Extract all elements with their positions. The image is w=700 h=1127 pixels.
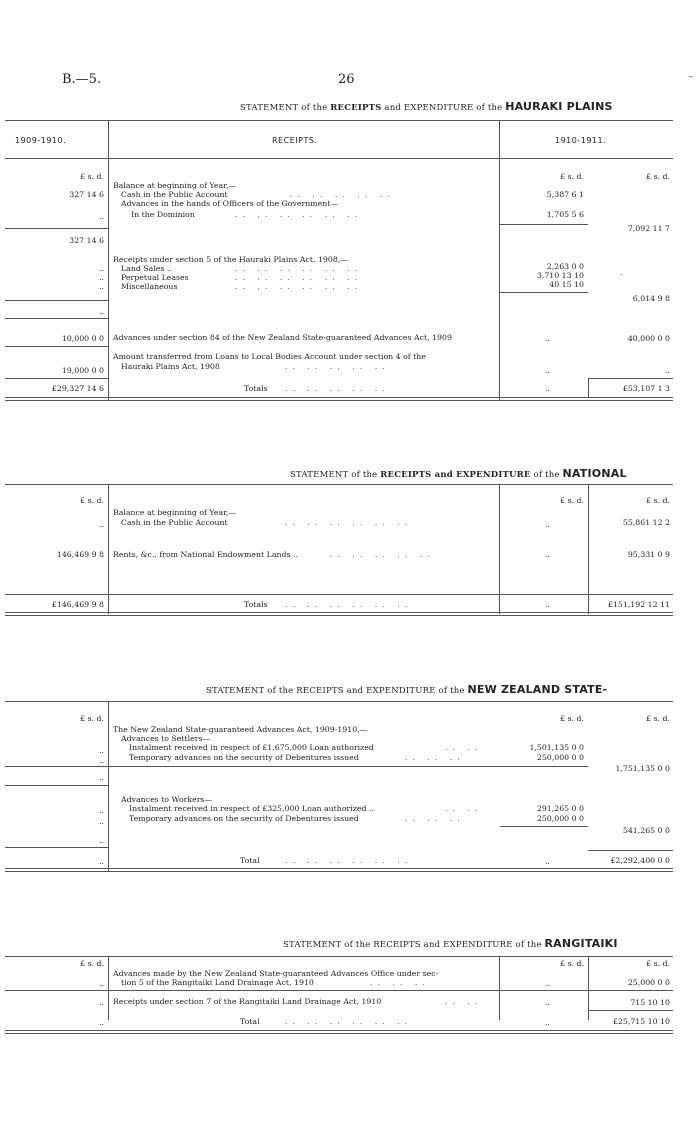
title-receipts-expenditure: RECEIPTS and EXPENDITURE xyxy=(296,686,436,696)
rule xyxy=(5,484,673,485)
cell-value: 55,861 12 2 xyxy=(622,518,670,527)
cell-value: 40 15 10 xyxy=(549,280,584,289)
total-value: £2,292,400 0 0 xyxy=(610,856,670,865)
stray-dot: · xyxy=(620,270,623,279)
rule xyxy=(5,612,673,613)
total-label: Total xyxy=(240,856,260,865)
row-heading: Balance at beginning of Year,— xyxy=(113,181,237,190)
leader-dots: .. .. .. .. .. xyxy=(285,362,390,371)
cell-value: 40,000 0 0 xyxy=(627,334,670,343)
statement-title-hauraki xyxy=(240,100,613,113)
total-rule xyxy=(588,850,673,851)
total-value: .. xyxy=(545,384,550,393)
total-rule xyxy=(5,594,673,595)
cell-value: .. xyxy=(665,366,670,375)
leader-dots: .. .. .. .. .. .. xyxy=(285,600,413,609)
leader-dots: .. .. xyxy=(445,743,483,752)
column-divider xyxy=(499,120,500,400)
title-of: of the xyxy=(515,940,542,950)
cell-value: 19,000 0 0 xyxy=(61,366,104,375)
column-header-1910: 1910-1911. xyxy=(555,136,607,145)
leader-dots: .. .. .. .. .. xyxy=(290,190,395,199)
leader-dots: .. .. .. .. .. xyxy=(330,550,435,559)
title-bold-rangitaiki: RANGITAIKI xyxy=(544,937,618,950)
title-expenditure: EXPENDITURE xyxy=(403,103,474,113)
units-label: £ s. d. xyxy=(80,959,104,968)
row-label: Temporary advances on the security of Debentures issued xyxy=(129,814,359,823)
total-label: Total xyxy=(240,1017,260,1026)
rule xyxy=(5,868,673,869)
cell-value: .. xyxy=(99,307,104,316)
statement-title-rangitaiki xyxy=(283,937,618,950)
leader-dots: .. .. xyxy=(445,997,483,1006)
total-value: £53,107 1 3 xyxy=(622,384,670,393)
row-label: tion 5 of the Rangitaiki Land Drainage Act, 1910 xyxy=(121,978,314,987)
row-label: Rents, &c., from National Endowment Lands .. xyxy=(113,550,298,559)
total-value: £29,327 14 6 xyxy=(51,384,104,393)
cell-value: .. xyxy=(545,550,550,559)
cell-value: 6,014 9 8 xyxy=(632,294,670,303)
row-subheading: Advances to Settlers— xyxy=(121,734,211,743)
title-of: of the xyxy=(533,470,560,480)
rule xyxy=(5,400,673,401)
title-of: of the xyxy=(476,103,503,113)
total-value: .. xyxy=(545,857,550,866)
cell-value: .. xyxy=(99,998,104,1007)
row-label: Land Sales .. xyxy=(121,264,172,273)
cell-value: 250,000 0 0 xyxy=(536,814,584,823)
cell-value: .. xyxy=(99,282,104,291)
leader-dots: .. .. .. .. .. .. xyxy=(235,273,363,282)
units-label: £ s. d. xyxy=(560,496,584,505)
cell-value: 1,501,135 0 0 xyxy=(529,743,584,752)
subtotal-rule xyxy=(5,847,108,848)
title-and: and xyxy=(384,103,402,113)
row-label: In the Dominion xyxy=(131,210,195,219)
leader-dots: .. .. .. xyxy=(370,978,430,987)
rule xyxy=(5,956,673,957)
column-header-receipts: RECEIPTS. xyxy=(272,136,318,145)
cell-value: 10,000 0 0 xyxy=(61,334,104,343)
leader-dots: .. .. .. .. .. .. xyxy=(235,210,363,219)
subtotal-rule xyxy=(5,785,108,786)
cell-value: 715 10 10 xyxy=(630,998,670,1007)
leader-dots: .. .. .. .. .. .. xyxy=(285,856,413,865)
rule xyxy=(5,397,673,398)
row-label: Amount transferred from Loans to Local Bodies Account under section 4 of the xyxy=(113,352,426,361)
total-rule xyxy=(588,1010,673,1011)
cell-value: .. xyxy=(99,836,104,845)
rule xyxy=(5,1030,673,1031)
subtotal-rule xyxy=(5,300,108,301)
title-prefix: STATEMENT of the xyxy=(290,470,378,480)
cell-value: 2,263 0 0 xyxy=(546,262,584,271)
cell-value: .. xyxy=(99,273,104,282)
units-label: £ s. d. xyxy=(560,959,584,968)
cell-value: 95,331 0 9 xyxy=(627,550,670,559)
title-receipts: RECEIPTS xyxy=(330,103,382,113)
title-of: of the xyxy=(438,686,465,696)
row-label: Advances made by the New Zealand State-guaranteed Advances Office under sec- xyxy=(113,969,439,978)
total-label: Totals xyxy=(244,600,268,609)
total-rule xyxy=(5,378,108,379)
title-bold-national: NATIONAL xyxy=(562,467,627,480)
page-edge-mark: – xyxy=(688,70,694,83)
leader-dots: .. .. .. xyxy=(405,814,465,823)
cell-value: 146,469 9 8 xyxy=(56,550,104,559)
cell-value: 3,710 13 10 xyxy=(536,271,584,280)
column-divider xyxy=(108,701,109,871)
leader-dots: .. .. .. .. .. .. xyxy=(235,282,363,291)
page-reference: B.—5. xyxy=(62,72,102,87)
column-divider xyxy=(588,378,589,398)
leader-dots: .. .. .. .. .. xyxy=(285,384,390,393)
row-heading: Receipts under section 5 of the Hauraki Plains Act, 1908,— xyxy=(113,255,349,264)
cell-value: 541,265 0 0 xyxy=(622,826,670,835)
leader-dots: .. .. .. .. .. .. xyxy=(285,518,413,527)
statement-title-national xyxy=(290,467,627,480)
total-label: Totals xyxy=(244,384,268,393)
units-label: £ s. d. xyxy=(80,172,104,181)
total-value: .. xyxy=(545,600,550,609)
units-label: £ s. d. xyxy=(560,172,584,181)
units-label: £ s. d. xyxy=(646,959,670,968)
units-label: £ s. d. xyxy=(646,496,670,505)
row-label: Temporary advances on the security of Debentures issued xyxy=(129,753,359,762)
total-value: .. xyxy=(99,1018,104,1027)
rule xyxy=(5,701,673,702)
row-heading: Balance at beginning of Year,— xyxy=(113,508,237,517)
cell-value: .. xyxy=(99,773,104,782)
subtotal-rule xyxy=(500,826,588,827)
cell-value: .. xyxy=(545,979,550,988)
row-label: Hauraki Plains Act, 1908 xyxy=(121,362,220,371)
cell-value: .. xyxy=(99,746,104,755)
cell-value: 327 14 6 xyxy=(69,236,104,245)
cell-value: 25,000 0 0 xyxy=(627,978,670,987)
rule xyxy=(5,158,673,159)
column-header-1909: 1909-1910. xyxy=(15,136,67,145)
title-bold-hauraki-plains: HAURAKI PLAINS xyxy=(505,100,613,113)
cell-value: .. xyxy=(99,817,104,826)
subtotal-rule xyxy=(500,292,588,293)
rule xyxy=(5,990,673,991)
row-label: Miscellaneous xyxy=(121,282,178,291)
subtotal-rule xyxy=(5,346,108,347)
subtotal-rule xyxy=(5,318,108,319)
units-label: £ s. d. xyxy=(80,496,104,505)
total-value: £146,469 9 8 xyxy=(51,600,104,609)
title-receipts-expenditure: RECEIPTS and EXPENDITURE xyxy=(373,940,513,950)
cell-value: .. xyxy=(545,998,550,1007)
subtotal-rule xyxy=(5,228,108,229)
row-label: Perpetual Leases xyxy=(121,273,189,282)
cell-value: .. xyxy=(99,806,104,815)
leader-dots: .. .. .. .. .. .. xyxy=(285,1017,413,1026)
total-rule xyxy=(588,378,673,379)
cell-value: .. xyxy=(99,520,104,529)
title-receipts-expenditure: RECEIPTS and EXPENDITURE xyxy=(380,470,531,480)
total-value: £151,192 12 11 xyxy=(607,600,670,609)
rule xyxy=(5,1033,673,1034)
units-label: £ s. d. xyxy=(646,714,670,723)
units-label: £ s. d. xyxy=(560,714,584,723)
row-label: Cash in the Public Account xyxy=(121,190,228,199)
page-number: 26 xyxy=(338,72,355,87)
leader-dots: .. .. .. xyxy=(405,753,465,762)
rule xyxy=(5,615,673,616)
total-value: .. xyxy=(545,1018,550,1027)
total-value: .. xyxy=(99,857,104,866)
row-label: Advances in the hands of Officers of the Government— xyxy=(121,199,339,208)
cell-value: 5,387 6 1 xyxy=(546,190,584,199)
title-prefix: STATEMENT of the xyxy=(283,940,371,950)
subtotal-rule xyxy=(500,224,588,225)
row-subheading: Advances to Workers— xyxy=(121,795,213,804)
units-label: £ s. d. xyxy=(80,714,104,723)
cell-value: 291,265 0 0 xyxy=(536,804,584,813)
title-bold-nz-state: NEW ZEALAND STATE- xyxy=(467,683,608,696)
title-prefix: STATEMENT of the xyxy=(240,103,328,113)
cell-value: .. xyxy=(99,212,104,221)
row-label: Advances under section 84 of the New Zealand State-guaranteed Advances Act, 1909 xyxy=(113,333,452,342)
cell-value: .. xyxy=(99,264,104,273)
title-prefix: STATEMENT of the xyxy=(206,686,294,696)
column-divider xyxy=(108,120,109,400)
cell-value: .. xyxy=(545,334,550,343)
cell-value: 1,751,135 0 0 xyxy=(615,764,670,773)
cell-value: .. xyxy=(99,979,104,988)
statement-title-nz-state xyxy=(206,683,607,696)
row-label: Cash in the Public Account xyxy=(121,518,228,527)
row-heading: The New Zealand State-guaranteed Advances Act, 1909-1910,— xyxy=(113,725,368,734)
cell-value: .. xyxy=(545,520,550,529)
cell-value: 250,000 0 0 xyxy=(536,753,584,762)
cell-value: .. xyxy=(545,366,550,375)
row-label: Instalment received in respect of £325,000 Loan authorized .. xyxy=(129,804,374,813)
total-value: £25,715 10 10 xyxy=(612,1017,670,1026)
cell-value: 327 14 6 xyxy=(69,190,104,199)
cell-value: 1,705 5 6 xyxy=(546,210,584,219)
rule xyxy=(5,871,673,872)
rule xyxy=(5,120,673,121)
cell-value: .. xyxy=(99,756,104,765)
subtotal-rule xyxy=(5,766,588,767)
leader-dots: .. .. xyxy=(445,804,483,813)
cell-value: 7,092 11 7 xyxy=(627,224,670,233)
column-divider xyxy=(108,956,109,1020)
leader-dots: .. .. .. .. .. .. xyxy=(235,264,363,273)
row-label: Receipts under section 7 of the Rangitaiki Land Drainage Act, 1910 xyxy=(113,997,382,1006)
units-label: £ s. d. xyxy=(646,172,670,181)
row-label: Instalment received in respect of £1,675,000 Loan authorized xyxy=(129,743,374,752)
